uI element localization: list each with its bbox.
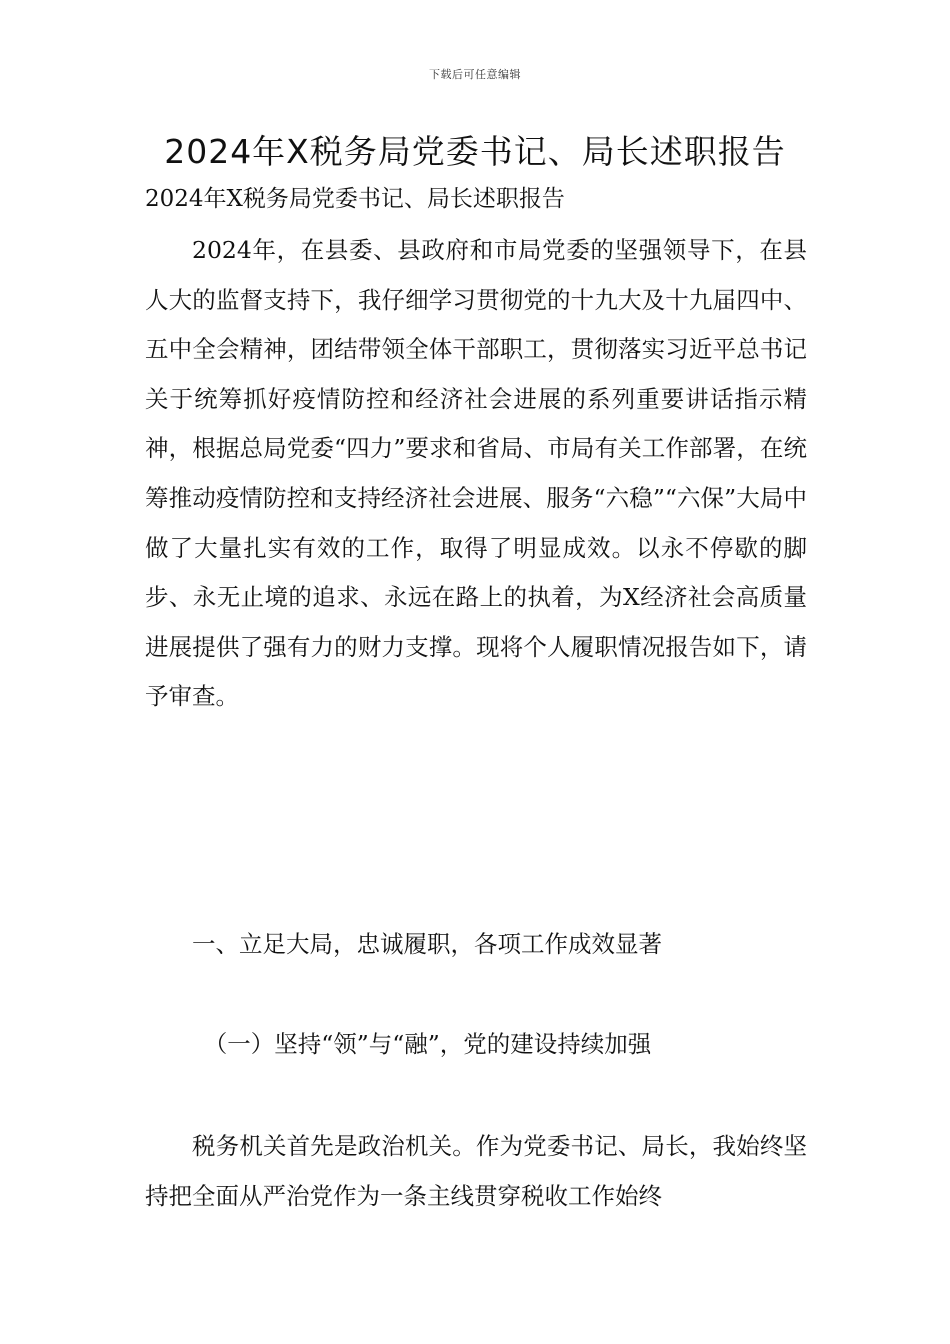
body-paragraph-2: 税务机关首先是政治机关。作为党委书记、局长，我始终坚持把全面从严治党作为一条主线贯穿税收工作始终 [145,1132,807,1210]
intro-paragraph: 2024年，在县委、县政府和市局党委的坚强领导下，在县人大的监督支持下，我仔细学习贯彻党的十九大及十九届四中、五中全会精神，团结带领全体干部职工，贯彻落实习近平总书记关于统筹抓好疫情防控和经济社会进展的系列重要讲话指示精神，根据总局党委“四力”要求和省局、市局有关工作部署，在统筹推动疫情防控和支持经济社会进展、服务“六稳”“六保”大局中做了大量扎实有效的工作，取得了明显成效。以永不停歇的脚步、永无止境的追求、永远在路上的执着，为X经济社会高质量进展提供了强有力的财力支撑。现将个人履职情况报告如下，请予审查。 [145,236,807,711]
document-subtitle: 2024年X税务局党委书记、局长述职报告 [145,186,565,212]
header-note: 下载后可任意编辑 [429,68,521,81]
section-heading-1: 一、立足大局，忠诚履职，各项工作成效显著 [192,930,662,958]
document-title: 2024年X税务局党委书记、局长述职报告 [164,132,786,171]
subsection-heading-1: （一）坚持“领”与“融”，党的建设持续加强 [203,1030,652,1058]
